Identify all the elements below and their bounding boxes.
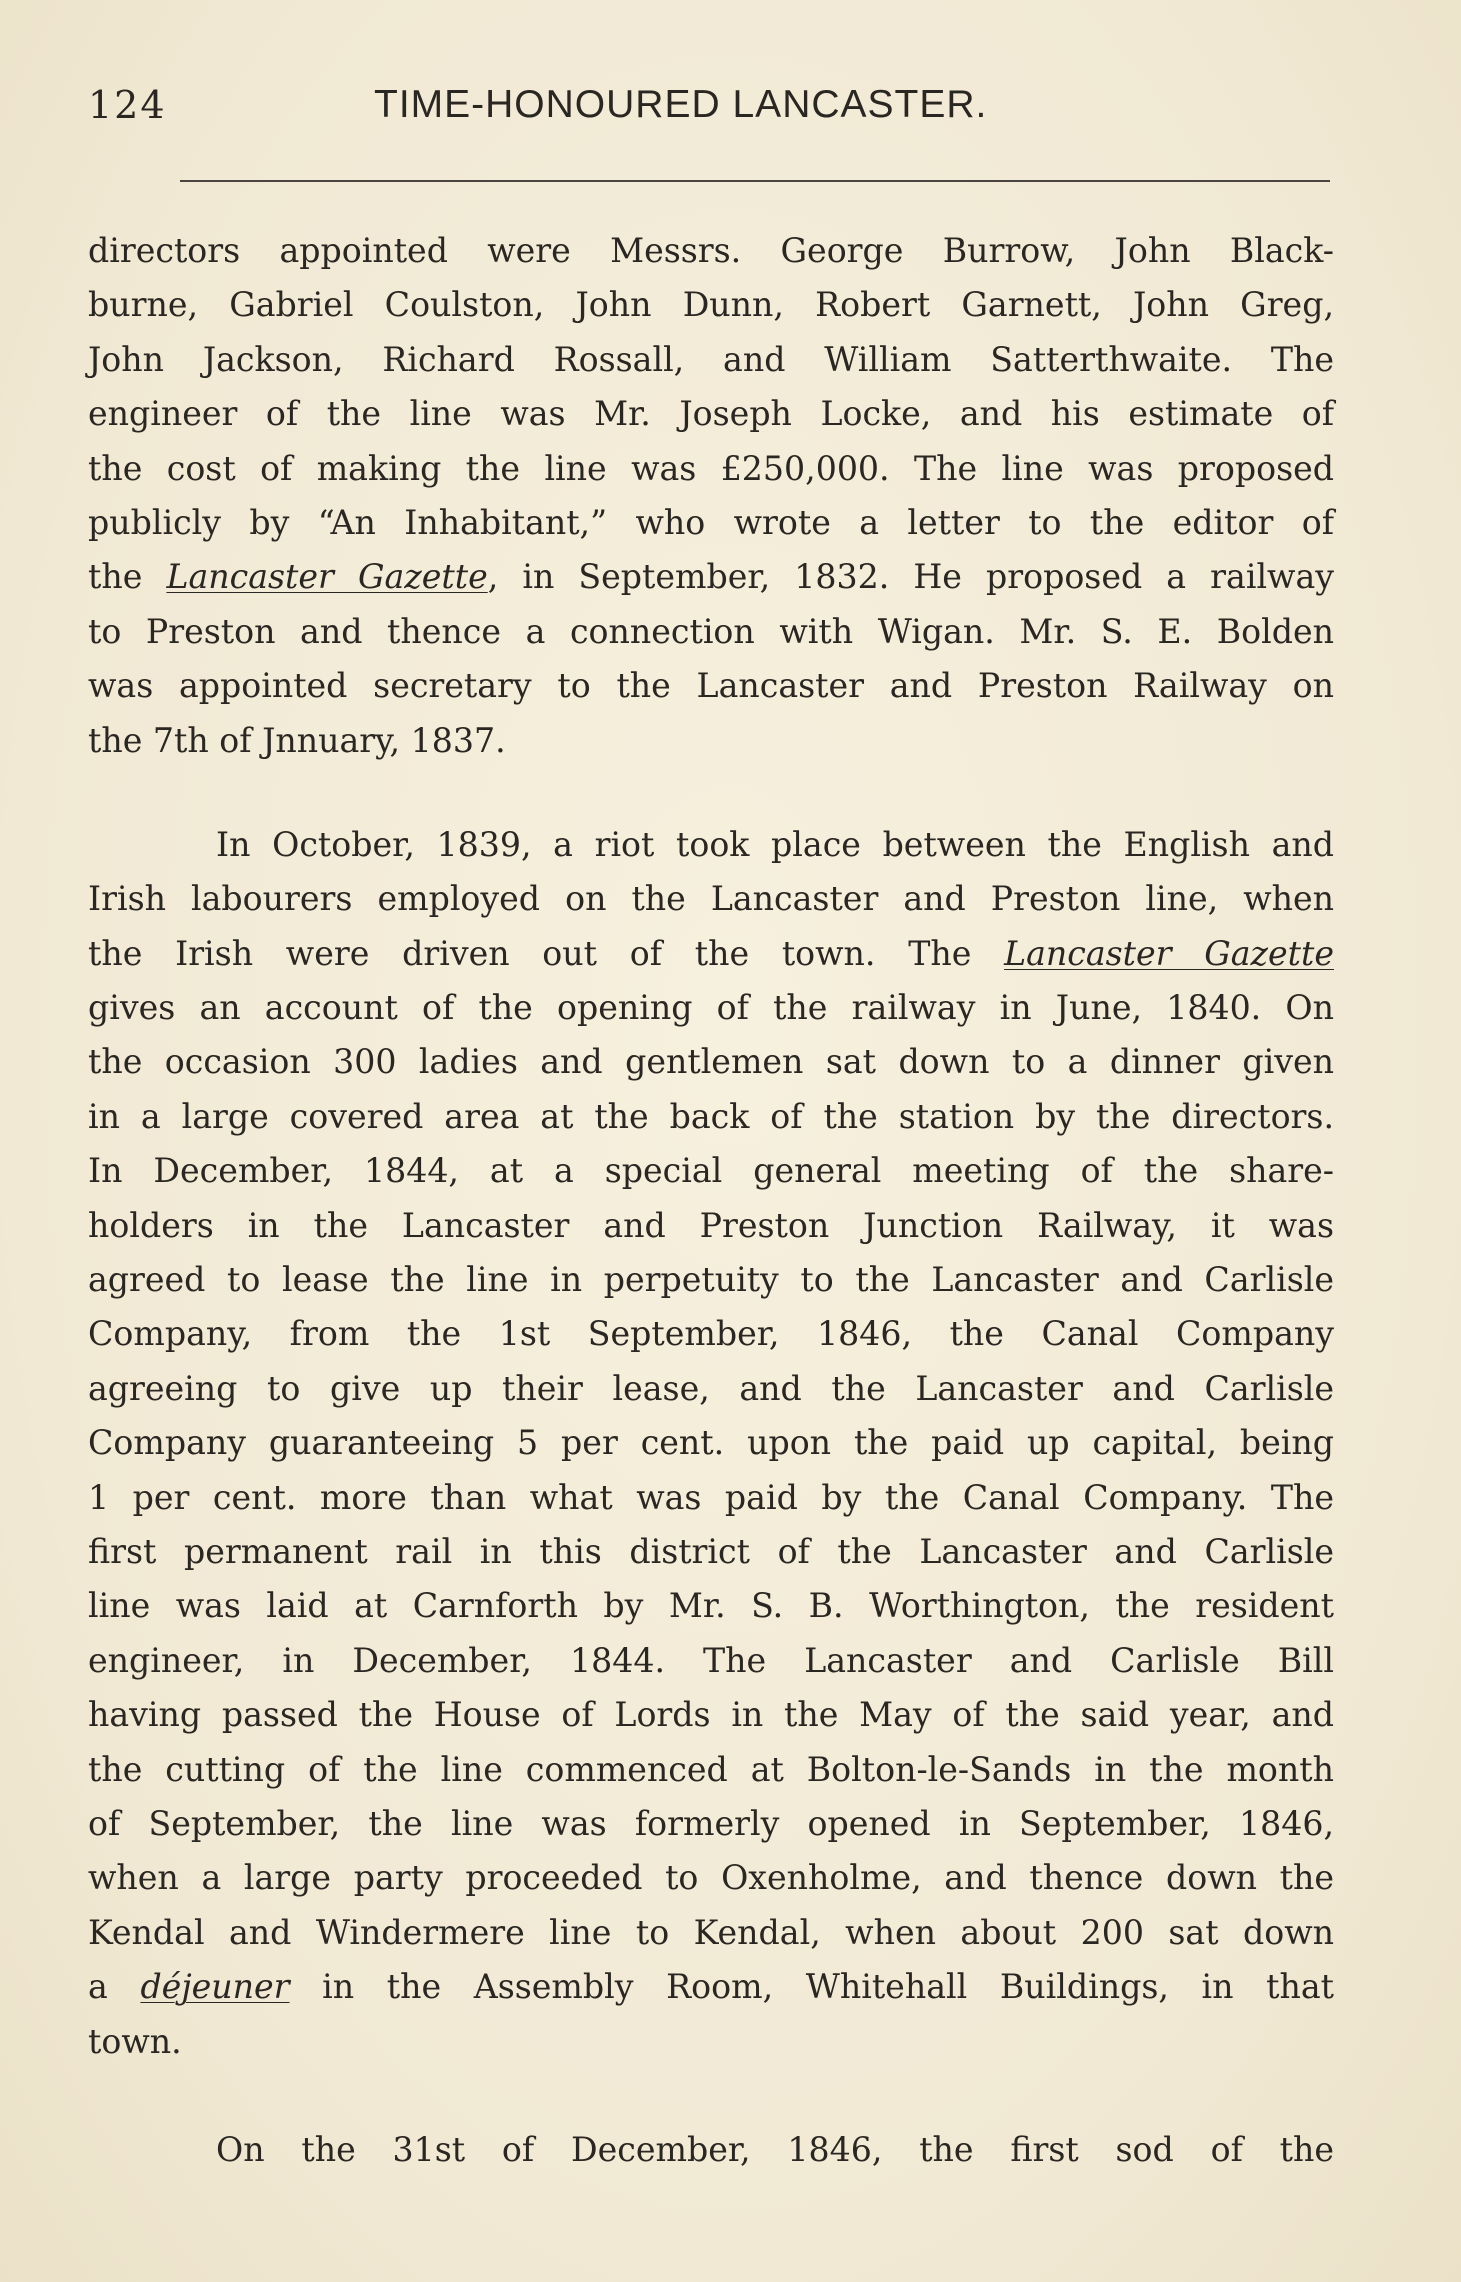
paragraph (88, 818, 1334, 2069)
italic-title: Lancaster Gazette (1004, 933, 1334, 973)
italic-title: déjeuner (140, 1967, 290, 2007)
text-line: Irish labourers employed on the Lancaster and Preston line, when (88, 879, 1334, 919)
text-line: gives an account of the opening of the railway in June, 1840. On (88, 988, 1334, 1028)
text-line: agreed to lease the line in perpetuity to the Lancaster and Carlisle (88, 1260, 1334, 1300)
text-line: In December, 1844, at a special general meeting of the share- (88, 1151, 1334, 1191)
text-line: holders in the Lancaster and Preston Junction Railway, it was (88, 1205, 1334, 1245)
text-line: Company, from the 1st September, 1846, the Canal Company (88, 1314, 1334, 1354)
body-text (88, 224, 1334, 2177)
text-line: the occasion 300 ladies and gentlemen sat down to a dinner given (88, 1042, 1334, 1082)
text-line: engineer of the line was Mr. Joseph Locke, and his estimate of (88, 394, 1334, 434)
text-line: the 7th of Jnnuary, 1837. (88, 720, 506, 760)
text-line: In October, 1839, a riot took place between the English and (216, 824, 1334, 864)
text-line: town. (88, 2021, 182, 2061)
text-line: the cutting of the line commenced at Bolton-le-Sands in the month (88, 1749, 1334, 1789)
text-line: having passed the House of Lords in the May of the said year, and (88, 1695, 1334, 1735)
text-line: the cost of making the line was £250,000. The line was proposed (88, 448, 1334, 488)
text-line: directors appointed were Messrs. George Burrow, John Black- (88, 231, 1334, 270)
header-rule (180, 180, 1330, 182)
text-line: was appointed secretary to the Lancaster and Preston Railway on (88, 666, 1334, 706)
text-line: when a large party proceeded to Oxenholme, and thence down the (88, 1858, 1334, 1898)
text-line: first permanent rail in this district of the Lancaster and Carlisle (88, 1531, 1334, 1571)
text-line: to Preston and thence a connection with Wigan. Mr. S. E. Bolden (88, 611, 1334, 651)
text-line: burne, Gabriel Coulston, John Dunn, Robert Garnett, John Greg, (88, 285, 1334, 325)
text-line: the Lancaster Gazette, in September, 1832. He proposed a railway (88, 557, 1335, 597)
italic-title: Lancaster Gazette (166, 557, 488, 597)
text-line: a déjeuner in the Assembly Room, Whitehall Buildings, in that (88, 1967, 1334, 2007)
text-line: agreeing to give up their lease, and the Lancaster and Carlisle (88, 1368, 1334, 1408)
text-line: of September, the line was formerly opened in September, 1846, (88, 1803, 1334, 1843)
paragraph (88, 224, 1334, 768)
text-line: On the 31st of December, 1846, the first sod of the (216, 2129, 1334, 2169)
page-number: 124 (88, 83, 167, 127)
paragraph-gap (88, 2069, 1334, 2123)
running-title: TIME-HONOURED LANCASTER. (374, 83, 988, 126)
text-line: publicly by “An Inhabitant,” who wrote a letter to the editor of (88, 502, 1334, 542)
paragraph-gap (88, 768, 1334, 818)
text-line: John Jackson, Richard Rossall, and William Satterthwaite. The (88, 339, 1334, 379)
page-header (88, 80, 1338, 130)
text-line: engineer, in December, 1844. The Lancaster and Carlisle Bill (88, 1640, 1334, 1680)
text-line: Kendal and Windermere line to Kendal, when about 200 sat down (88, 1912, 1334, 1952)
text-line: 1 per cent. more than what was paid by the Canal Company. The (88, 1477, 1334, 1517)
text-line: Company guaranteeing 5 per cent. upon the paid up capital, being (88, 1423, 1334, 1463)
text-line: the Irish were driven out of the town. The Lancaster Gazette (88, 933, 1334, 973)
text-line: line was laid at Carnforth by Mr. S. B. Worthington, the resident (88, 1586, 1334, 1626)
text-line: in a large covered area at the back of the station by the directors. (88, 1096, 1334, 1136)
paragraph (88, 2123, 1334, 2177)
